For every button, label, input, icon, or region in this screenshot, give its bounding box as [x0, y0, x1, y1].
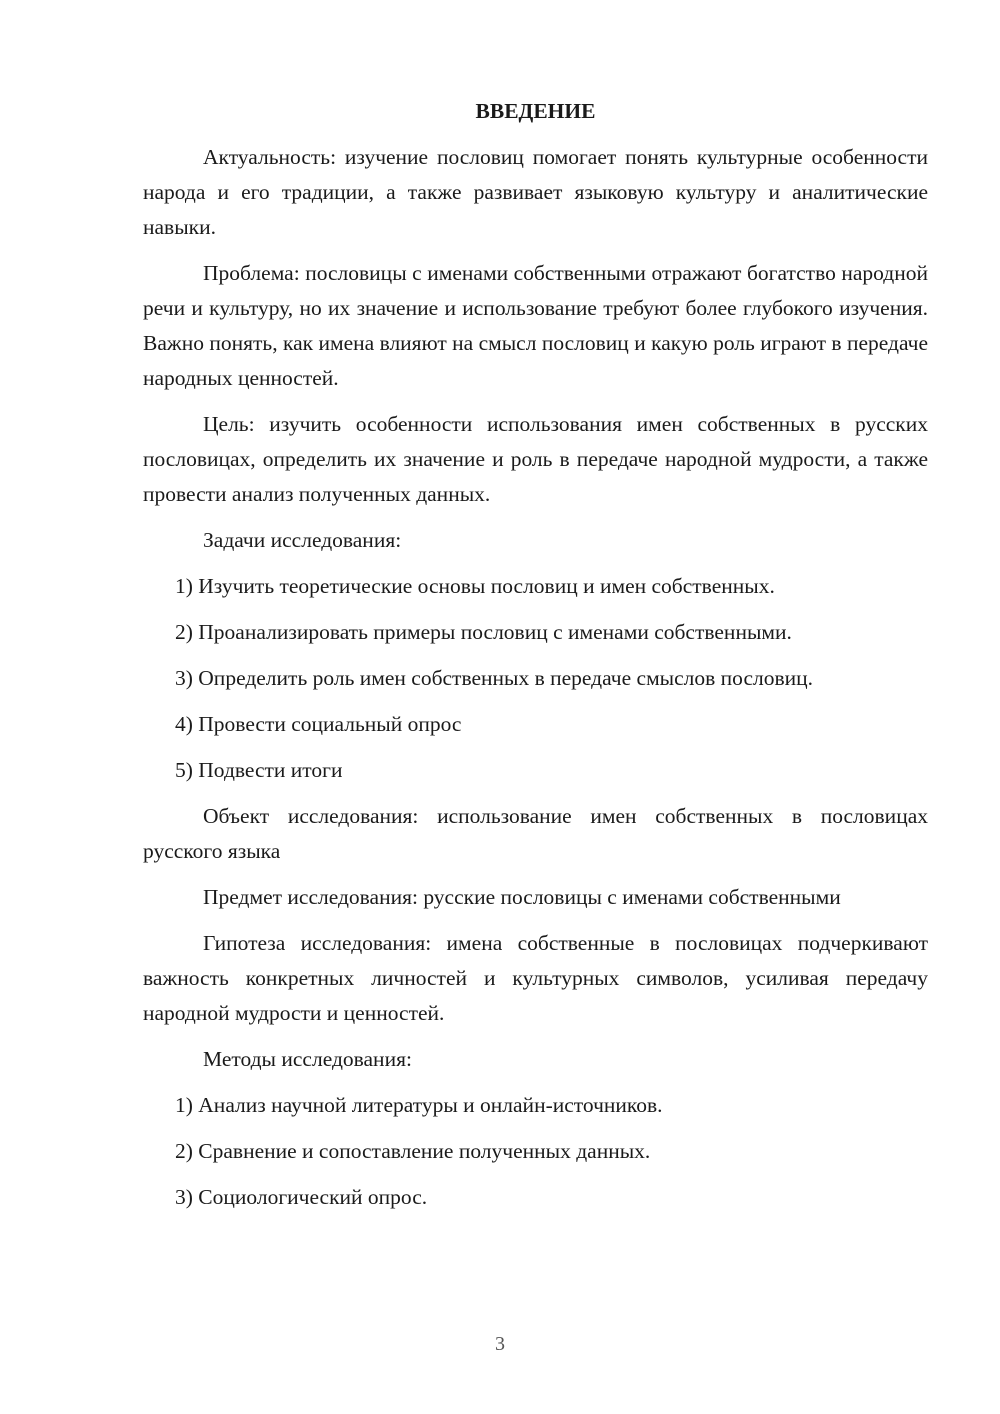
hypothesis-paragraph: Гипотеза исследования: имена собственные в пословицах подчеркивают важность конкретных личностей и культурных символов, усиливая передачу народной мудрости и ценностей. — [143, 931, 928, 1025]
tasks-list — [143, 569, 928, 788]
section-title: ВВЕДЕНИЕ — [475, 99, 596, 123]
methods-heading: Методы исследования: — [203, 1047, 412, 1071]
list-item: 1) Анализ научной литературы и онлайн-источников. — [175, 1093, 663, 1117]
relevance-paragraph: Актуальность: изучение пословиц помогает понять культурные особенности народа и его традиции, а также развивает языковую культуру и аналитические навыки. — [143, 145, 928, 239]
list-item: 4) Провести социальный опрос — [175, 712, 462, 736]
list-item: 1) Изучить теоретические основы пословиц и имен собственных. — [175, 574, 775, 598]
problem-paragraph: Проблема: пословицы с именами собственными отражают богатство народной речи и культуру, но их значение и использование требуют более глубокого изучения. Важно понять, как имена влияют на смысл пословиц и какую роль играют в передаче народных ценностей. — [143, 261, 928, 390]
subject-paragraph: Предмет исследования: русские пословицы с именами собственными — [203, 885, 841, 909]
page-content — [143, 94, 928, 1226]
object-paragraph: Объект исследования: использование имен собственных в пословицах русского языка — [143, 804, 928, 863]
list-item: 3) Социологический опрос. — [175, 1185, 428, 1209]
list-item: 5) Подвести итоги — [175, 758, 343, 782]
list-item: 3) Определить роль имен собственных в передаче смыслов пословиц. — [175, 666, 814, 690]
methods-list — [143, 1088, 928, 1215]
list-item: 2) Сравнение и сопоставление полученных данных. — [175, 1139, 651, 1163]
tasks-heading: Задачи исследования: — [203, 528, 402, 552]
goal-paragraph: Цель: изучить особенности использования имен собственных в русских пословицах, определить их значение и роль в передаче народной мудрости, а также провести анализ полученных данных. — [143, 412, 928, 506]
page-number: 3 — [495, 1333, 505, 1355]
list-item: 2) Проанализировать примеры пословиц с именами собственными. — [175, 620, 792, 644]
